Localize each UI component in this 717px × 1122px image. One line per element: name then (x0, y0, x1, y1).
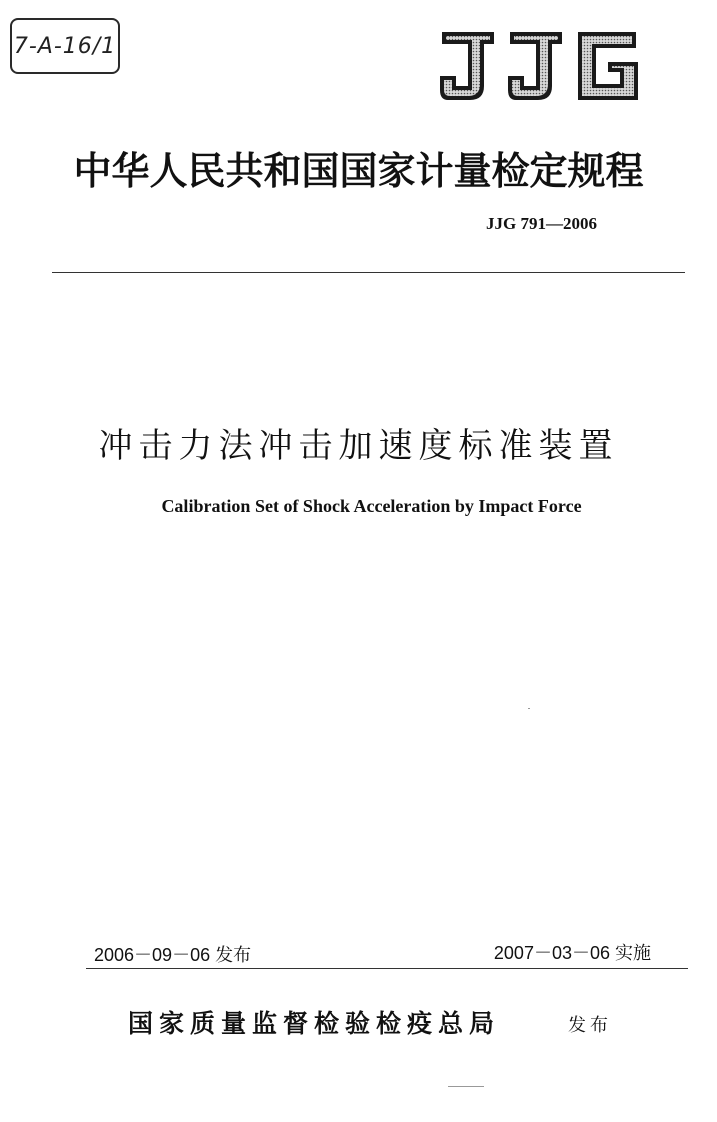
regulation-series-title: 中华人民共和国国家计量检定规程 (73, 148, 644, 193)
logo-letter-j1 (440, 32, 494, 100)
logo-letter-g (578, 32, 638, 100)
issuing-authority: 国家质量监督检验检疫总局 (128, 1009, 501, 1038)
logo-letter-j2 (508, 32, 562, 100)
standard-title-english: Calibration Set of Shock Acceleration by Impact Force (161, 496, 582, 516)
effective-date: 2007－03－06 实施 (493, 943, 651, 963)
scan-speck (528, 708, 530, 709)
standard-title-chinese: 冲击力法冲击加速度标准装置 (98, 426, 619, 466)
standard-code: JJG 791—2006 (486, 214, 597, 233)
issuing-authority-suffix: 发布 (568, 1015, 612, 1036)
handwritten-stamp: 7-A-16/1 (10, 18, 120, 74)
scan-speck (448, 1086, 484, 1087)
bottom-divider (86, 968, 688, 969)
issue-date: 2006－09－06 发布 (94, 945, 252, 965)
jjg-logo (436, 26, 642, 106)
top-divider (52, 272, 685, 273)
